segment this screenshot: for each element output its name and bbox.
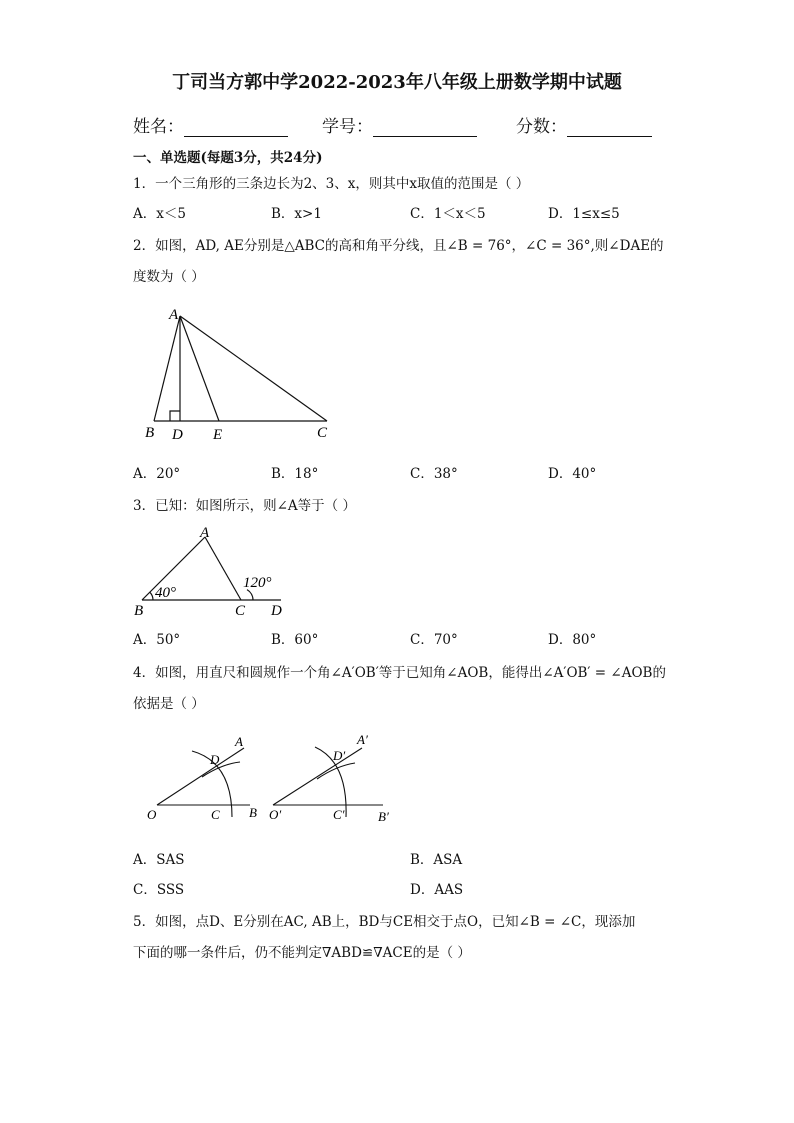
q3-option-c[interactable]: C．70° xyxy=(410,632,458,648)
q4-right-label-d: D′ xyxy=(333,748,346,763)
question-2-stem-line1: 2．如图，AD, AE分别是△ABC的高和角平分线，且∠B = 76°，∠C = 36°,则∠DAE的 xyxy=(133,238,664,254)
q4-left-arc-small xyxy=(202,762,240,777)
q1-option-c[interactable]: C．1＜x＜5 xyxy=(410,206,486,222)
q2-label-e: E xyxy=(213,427,223,443)
q3-angle-b-label: 40° xyxy=(155,585,176,601)
q3-option-b[interactable]: B．60° xyxy=(271,632,319,648)
q3-label-d: D xyxy=(271,603,282,619)
q3-option-a[interactable]: A．50° xyxy=(133,632,181,648)
q3-angle-ext-label: 120° xyxy=(243,575,272,591)
q4-left-label-c: C xyxy=(211,807,220,822)
question-4-stem-line2: 依据是（ ） xyxy=(133,696,205,712)
q1-option-a[interactable]: A．x＜5 xyxy=(133,206,186,222)
q4-option-b[interactable]: B．ASA xyxy=(410,852,463,868)
q4-right-label-a: A′ xyxy=(357,732,368,747)
page-title: 丁司当方郭中学2022-2023年八年级上册数学期中试题 xyxy=(172,72,622,93)
q2-option-a[interactable]: A．20° xyxy=(133,466,181,482)
question-4-stem-line1: 4．如图，用直尺和圆规作一个角∠A′OB′等于已知角∠AOB，能得出∠A′OB′ = ∠AOB的 xyxy=(133,665,666,681)
section-heading: 一、单选题(每题3分，共24分) xyxy=(133,150,323,166)
q2-option-c[interactable]: C．38° xyxy=(410,466,458,482)
q4-left-label-a: A xyxy=(235,734,243,749)
name-label: 姓名： xyxy=(133,117,184,137)
q3-label-a: A xyxy=(200,525,210,541)
q4-left-label-b: B xyxy=(249,805,257,820)
q2-option-d[interactable]: D．40° xyxy=(548,466,597,482)
question-1-stem: 1．一个三角形的三条边长为2、3、x，则其中x取值的范围是（ ） xyxy=(133,176,530,192)
question-2-stem-line2: 度数为（ ） xyxy=(133,269,205,285)
q4-option-c[interactable]: C．SSS xyxy=(133,882,185,898)
q4-option-a[interactable]: A．SAS xyxy=(133,852,185,868)
q4-right-label-o: O′ xyxy=(269,807,282,822)
q2-option-b[interactable]: B．18° xyxy=(271,466,319,482)
q4-left-ray-oa xyxy=(157,748,244,805)
question-3-stem: 3．已知：如图所示，则∠A等于（ ） xyxy=(133,498,356,514)
id-label: 学号： xyxy=(322,117,373,137)
q4-right-ray-oa xyxy=(273,748,362,805)
q4-left-label-d: D xyxy=(210,752,220,767)
q2-label-c: C xyxy=(317,425,328,441)
q1-option-d[interactable]: D．1≤x≤5 xyxy=(548,206,620,222)
q4-right-label-b: B′ xyxy=(378,809,389,824)
question-5-stem-line2: 下面的哪一条件后，仍不能判定∇ABD≌∇ACE的是（ ） xyxy=(133,945,471,961)
q4-left-label-o: O xyxy=(147,807,157,822)
q3-option-d[interactable]: D．80° xyxy=(548,632,597,648)
q2-label-a: A xyxy=(169,307,179,323)
q3-label-c: C xyxy=(235,603,246,619)
q2-label-b: B xyxy=(145,425,155,441)
score-label: 分数： xyxy=(516,117,567,137)
q4-right-label-c: C′ xyxy=(333,807,345,822)
question-5-stem-line1: 5．如图，点D、E分别在AC, AB上，BD与CE相交于点O，已知∠B = ∠C，现添加 xyxy=(133,914,636,930)
q3-label-b: B xyxy=(134,603,144,619)
q1-option-b[interactable]: B．x>1 xyxy=(271,206,322,222)
q4-option-d[interactable]: D．AAS xyxy=(410,882,464,898)
q2-label-d: D xyxy=(172,427,183,443)
